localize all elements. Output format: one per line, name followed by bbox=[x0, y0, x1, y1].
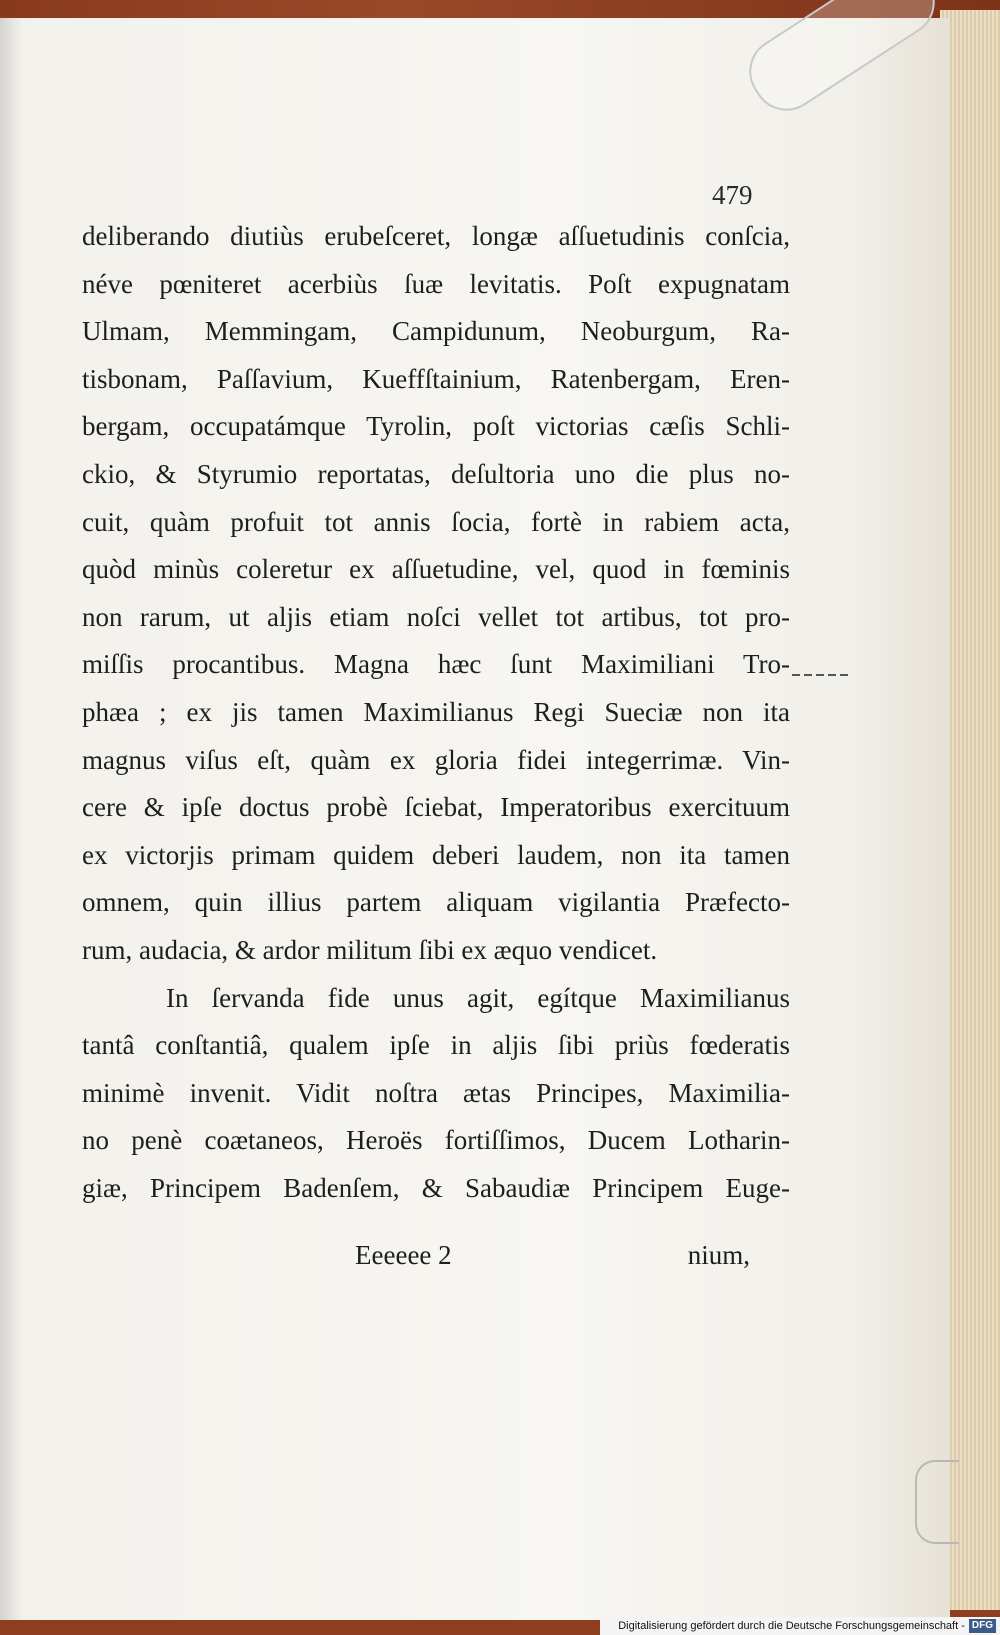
text-line: bergam, occupatámque Tyrolin, poſt victorias cæſis Schli- bbox=[82, 411, 790, 442]
text-line: tisbonam, Paſſavium, Kueffſtainium, Ratenbergam, Eren- bbox=[82, 363, 790, 394]
text-line: Ulmam, Memmingam, Campidunum, Neoburgum, Ra- bbox=[82, 316, 790, 347]
margin-mark bbox=[792, 674, 852, 676]
text-line: non rarum, ut aljis etiam noſci vellet tot artibus, tot pro- bbox=[82, 601, 790, 632]
text-line: omnem, quin illius partem aliquam vigilantia Præfecto- bbox=[82, 887, 790, 918]
text-line: tantâ conſtantiâ, qualem ipſe in aljis ſibi priùs fœderatis bbox=[82, 1030, 790, 1061]
signature-mark: Eeeeee 2 bbox=[355, 1240, 452, 1270]
dfg-logo-icon: DFG bbox=[969, 1619, 996, 1633]
paragraph-start-line: In ſervanda fide unus agit, egítque Maximilianus bbox=[166, 982, 790, 1013]
body-text bbox=[82, 213, 790, 1212]
text-line: minimè invenit. Vidit noſtra ætas Principes, Maximilia- bbox=[82, 1077, 790, 1108]
digitization-footer bbox=[600, 1617, 1000, 1635]
text-line: quòd minùs coleretur ex aſſuetudine, vel, quod in fœminis bbox=[82, 554, 790, 585]
text-line: cuit, quàm profuit tot annis ſocia, fortè in rabiem acta, bbox=[82, 506, 790, 537]
text-line: cere & ipſe doctus probè ſciebat, Imperatoribus exercituum bbox=[82, 792, 790, 823]
text-line: miſſis procantibus. Magna hæc ſunt Maximiliani Tro- bbox=[82, 649, 790, 680]
text-line: rum, audacia, & ardor militum ſibi ex æquo vendicet. bbox=[82, 934, 658, 965]
text-line: no penè coætaneos, Heroës fortiſſimos, Ducem Lotharin- bbox=[82, 1125, 790, 1156]
page-foot bbox=[82, 1240, 790, 1280]
text-line: giæ, Principem Badenſem, & Sabaudiæ Principem Euge- bbox=[82, 1172, 790, 1203]
text-line: deliberando diutiùs erubeſceret, longæ aſſuetudinis conſcia, bbox=[82, 221, 790, 251]
footer-text: Digitalisierung gefördert durch die Deutsche Forschungsgemeinschaft - bbox=[618, 1620, 965, 1632]
page-clip bbox=[915, 1460, 959, 1544]
text-line: phæa ; ex jis tamen Maximilianus Regi Sueciæ non ita bbox=[82, 696, 790, 727]
page-number: 479 bbox=[712, 180, 753, 210]
spine-shadow bbox=[0, 18, 22, 1620]
catchword: nium, bbox=[687, 1240, 750, 1270]
text-line: magnus viſus eſt, quàm ex gloria fidei integerrimæ. Vin- bbox=[82, 744, 790, 775]
text-line: néve pœniteret acerbiùs ſuæ levitatis. Poſt expugnatam bbox=[82, 268, 790, 299]
text-line: ex victorjis primam quidem deberi laudem, non ita tamen bbox=[82, 839, 790, 870]
text-line: ckio, & Styrumio reportatas, deſultoria uno die plus no- bbox=[82, 458, 790, 489]
